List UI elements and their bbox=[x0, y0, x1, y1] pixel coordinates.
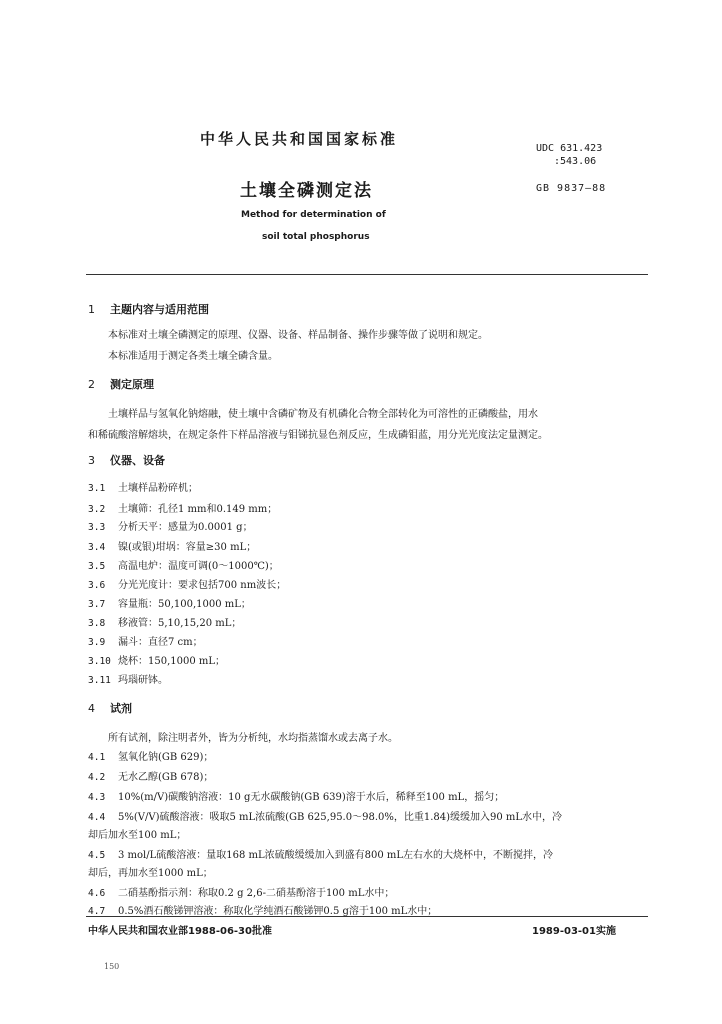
udc-line-2: :543.06 bbox=[554, 156, 597, 167]
section-title: 仪器、设备 bbox=[110, 454, 165, 467]
section-1-paragraph-1: 本标准对土壤全磷测定的原理、仪器、设备、样品制备、操作步骤等做了说明和规定。 bbox=[108, 330, 488, 341]
section-number: 1 bbox=[88, 303, 95, 316]
item-text: 烧杯：150,1000 mL； bbox=[118, 656, 226, 667]
section-3-heading bbox=[88, 452, 165, 468]
udc-code bbox=[536, 142, 602, 168]
item-text: 玛瑙研钵。 bbox=[118, 675, 168, 686]
list-item bbox=[88, 614, 241, 629]
udc-line-1: UDC 631.423 bbox=[536, 143, 603, 154]
section-1-heading bbox=[88, 301, 209, 317]
list-item bbox=[88, 768, 213, 783]
item-number: 4.7 bbox=[88, 906, 106, 917]
list-item bbox=[88, 576, 286, 591]
section-number: 2 bbox=[88, 378, 95, 391]
section-title: 试剂 bbox=[110, 702, 132, 715]
list-item bbox=[88, 500, 277, 515]
item-text: 5%(V/V)硫酸溶液：吸取5 mL浓硫酸(GB 625,95.0～98.0%，比重1.84)缓缓加入90 mL水中，冷 bbox=[118, 812, 563, 823]
item-number: 4.6 bbox=[88, 888, 106, 899]
item-text: 容量瓶：50,100,1000 mL； bbox=[118, 599, 251, 610]
item-number: 3.9 bbox=[88, 637, 106, 648]
item-number: 3.1 bbox=[88, 483, 106, 494]
list-item bbox=[88, 595, 251, 610]
item-text: 却后，再加水至1000 mL； bbox=[88, 868, 213, 879]
item-text: 镍(或银)坩埚：容量≥30 mL； bbox=[118, 542, 257, 553]
section-2-paragraph-line-1: 土壤样品与氢氧化钠熔融，使土壤中含磷矿物及有机磷化合物全部转化为可溶性的正磷酸盐，用水 bbox=[108, 409, 538, 420]
item-text: 却后加水至100 mL； bbox=[88, 830, 187, 841]
item-number: 3.2 bbox=[88, 504, 106, 515]
list-item bbox=[88, 748, 213, 763]
item-text: 无水乙醇(GB 678)； bbox=[118, 772, 214, 783]
list-item bbox=[88, 652, 225, 667]
list-item bbox=[88, 902, 437, 917]
item-number: 3.6 bbox=[88, 580, 106, 591]
item-text: 分析天平：感量为0.0001 g； bbox=[118, 522, 253, 533]
item-text: 漏斗：直径7 cm； bbox=[118, 637, 203, 648]
item-number: 3.7 bbox=[88, 599, 106, 610]
item-text: 0.5%酒石酸锑钾溶液：称取化学纯酒石酸锑钾0.5 g溶于100 mL水中； bbox=[118, 906, 438, 917]
item-text: 移液管：5,10,15,20 mL； bbox=[118, 618, 242, 629]
header-divider bbox=[86, 274, 648, 275]
item-text: 3 mol/L硫酸溶液：量取168 mL浓硫酸缓缓加入到盛有800 mL左右水的大烧杯中，不断搅拌，冷 bbox=[118, 850, 554, 861]
item-number: 3.11 bbox=[88, 675, 111, 686]
list-item-continuation bbox=[88, 826, 186, 841]
list-item bbox=[88, 808, 562, 823]
item-number: 3.10 bbox=[88, 656, 111, 667]
item-text: 分光光度计：要求包括700 nm波长； bbox=[118, 580, 287, 591]
item-number: 4.1 bbox=[88, 752, 106, 763]
document-title: 土壤全磷测定法 bbox=[240, 181, 373, 201]
item-number: 3.4 bbox=[88, 542, 106, 553]
section-title: 测定原理 bbox=[110, 378, 154, 391]
item-text: 土壤筛：孔径1 mm和0.149 mm； bbox=[118, 504, 278, 515]
english-title-line-1: Method for determination of bbox=[241, 210, 386, 220]
item-text: 10%(m/V)碳酸钠溶液：10 g无水碳酸钠(GB 639)溶于水后，稀释至100 mL，摇匀； bbox=[118, 792, 505, 803]
list-item bbox=[88, 538, 256, 553]
page-number: 150 bbox=[104, 962, 120, 971]
list-item bbox=[88, 633, 203, 648]
section-4-heading bbox=[88, 700, 132, 716]
item-number: 4.5 bbox=[88, 850, 106, 861]
section-2-paragraph-line-2: 和稀硫酸溶解熔块，在规定条件下样品溶液与钼锑抗显色剂反应，生成磷钼蓝，用分光光度法定量测定。 bbox=[88, 430, 548, 441]
list-item bbox=[88, 671, 168, 686]
item-text: 氢氧化钠(GB 629)； bbox=[118, 752, 214, 763]
item-number: 4.4 bbox=[88, 812, 106, 823]
section-number: 4 bbox=[88, 702, 95, 715]
implementation-date: 1989-03-01实施 bbox=[532, 926, 616, 937]
list-item-continuation bbox=[88, 864, 213, 879]
list-item bbox=[88, 788, 504, 803]
item-number: 4.3 bbox=[88, 792, 106, 803]
item-text: 土壤样品粉碎机； bbox=[118, 483, 198, 494]
item-text: 二硝基酚指示剂：称取0.2 g 2,6-二硝基酚溶于100 mL水中； bbox=[118, 888, 395, 899]
item-number: 4.2 bbox=[88, 772, 106, 783]
list-item bbox=[88, 479, 198, 494]
standard-number: GB 9837—88 bbox=[536, 183, 607, 194]
section-2-heading bbox=[88, 376, 154, 392]
item-number: 3.5 bbox=[88, 561, 106, 572]
section-4-intro: 所有试剂，除注明者外，皆为分析纯，水均指蒸馏水或去离子水。 bbox=[108, 733, 398, 744]
footer-divider bbox=[86, 916, 648, 917]
section-1-paragraph-2: 本标准适用于测定各类土壤全磷含量。 bbox=[108, 351, 278, 362]
section-title: 主题内容与适用范围 bbox=[110, 303, 209, 316]
approval-notice: 中华人民共和国农业部1988-06-30批准 bbox=[88, 926, 272, 937]
list-item bbox=[88, 884, 394, 899]
english-title-line-2: soil total phosphorus bbox=[262, 232, 370, 242]
issuing-body-title: 中华人民共和国国家标准 bbox=[200, 130, 399, 148]
section-number: 3 bbox=[88, 454, 95, 467]
item-number: 3.3 bbox=[88, 522, 106, 533]
item-number: 3.8 bbox=[88, 618, 106, 629]
item-text: 高温电炉：温度可调(0～1000℃)； bbox=[118, 561, 279, 572]
list-item bbox=[88, 557, 279, 572]
list-item bbox=[88, 846, 553, 861]
list-item bbox=[88, 518, 253, 533]
